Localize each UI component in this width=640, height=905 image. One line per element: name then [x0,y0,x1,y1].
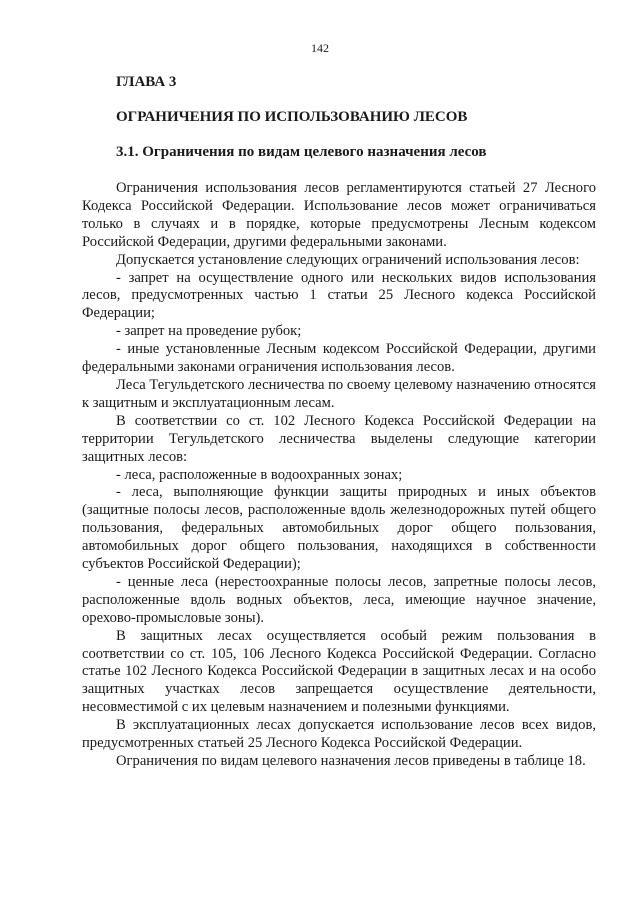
list-item: - леса, выполняющие функции защиты природных и иных объектов (защитные полосы лесов, расположенные вдоль железнодорожных путей общего пользования, федеральных автомобильных дорог общего пользования, автомобильных дорог общего пользования, находящихся в собственности субъектов Российской Федерации); [82,484,596,573]
chapter-title: ОГРАНИЧЕНИЯ ПО ИСПОЛЬЗОВАНИЮ ЛЕСОВ [116,109,468,125]
paragraph: Ограничения по видам целевого назначения лесов приведены в таблице 18. [116,753,586,769]
paragraph: В защитных лесах осуществляется особый режим пользования в соответствии со ст. 105, 106 Лесного Кодекса Российской Федерации. Согласно статье 102 Лесного Кодекса Российской Федерации в защитных лесах и на особо защитных участках лесов запрещается осуществление деятельности, несовместимой с их целевым назначением и полезными функциями. [82,627,596,716]
paragraph: Допускается установление следующих ограничений использования лесов: [116,251,580,268]
paragraph: Ограничения использования лесов регламентируются статьей 27 Лесного Кодекса Российской Федерации. Использование лесов может ограничиваться только в случаях и в порядке, которые предусмотрены Лесным кодексом Российской Федерации, другими федеральными законами. [82,180,596,250]
list-item: - ценные леса (нерестоохранные полосы лесов, запретные полосы лесов, расположенные вдоль водных объектов, леса, имеющие научное значение, орехово-промысловые зоны). [82,573,596,626]
list-item: - запрет на осуществление одного или нескольких видов использования лесов, предусмотренных частью 1 статьи 25 Лесного кодекса Российской Федерации; [82,269,596,322]
page-number: 142 [311,41,329,55]
chapter-heading: ГЛАВА 3 [116,74,177,90]
paragraph: Леса Тегульдетского лесничества по своему целевому назначению относятся к защитным и эксплуатационным лесам. [82,376,596,411]
body-text [82,180,596,771]
paragraph: В соответствии со ст. 102 Лесного Кодекса Российской Федерации на территории Тегульдетского лесничества выделены следующие категории защитных лесов: [82,412,596,465]
page-content [82,73,596,771]
list-item: - леса, расположенные в водоохранных зонах; [116,466,403,483]
list-item: - запрет на проведение рубок; [116,323,302,340]
paragraph: В эксплуатационных лесах допускается использование лесов всех видов, предусмотренных статьей 25 Лесного Кодекса Российской Федерации. [82,717,596,752]
section-title: 3.1. Ограничения по видам целевого назначения лесов [116,144,487,160]
list-item: - иные установленные Лесным кодексом Российской Федерации, другими федеральными законами ограничения использования лесов. [82,341,596,376]
